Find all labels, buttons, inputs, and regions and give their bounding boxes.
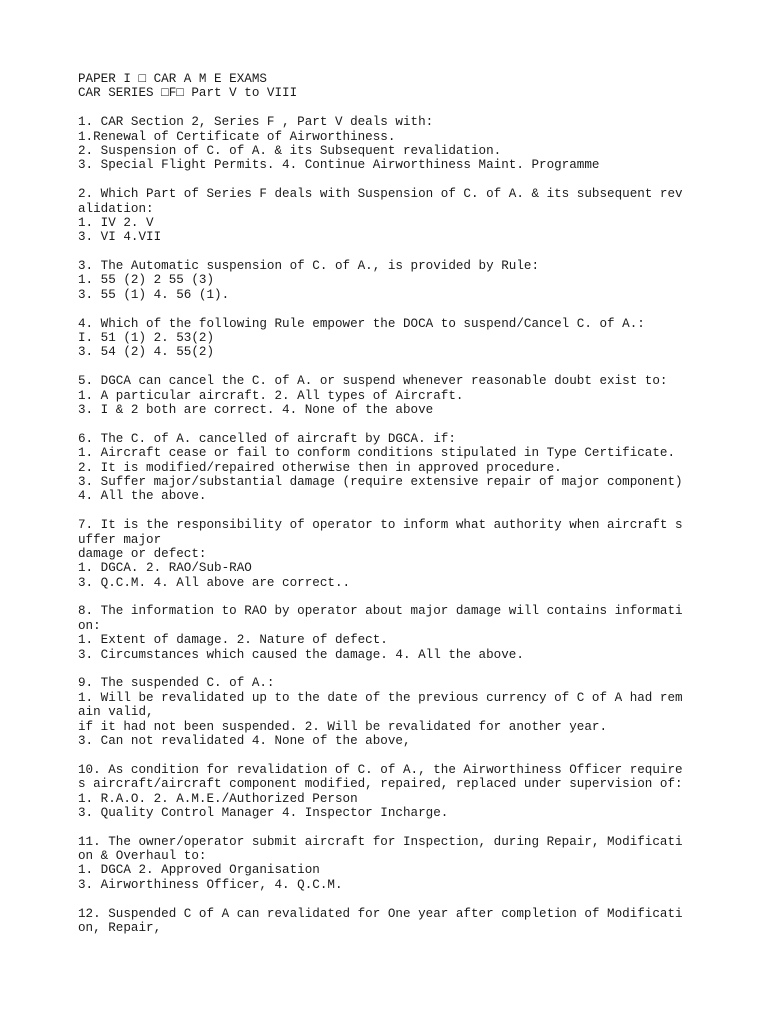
question-line: I. 51 (1) 2. 53(2) xyxy=(78,331,215,346)
question-block xyxy=(78,604,758,662)
spacer xyxy=(78,173,758,187)
question-line: 3. Q.C.M. 4. All above are correct.. xyxy=(78,575,351,590)
question-line: 1. DGCA 2. Approved Organisation xyxy=(78,863,320,878)
question-line: 3. I & 2 both are correct. 4. None of the above xyxy=(78,402,434,417)
question-line: 3. Airworthiness Officer, 4. Q.C.M. xyxy=(78,877,343,892)
question-line: ain valid, xyxy=(78,705,154,720)
question-block xyxy=(78,763,758,821)
question-line: 3. Can not revalidated 4. None of the above, xyxy=(78,733,411,748)
question-line: 1. Will be revalidated up to the date of the previous currency of C of A had rem xyxy=(78,690,683,705)
question-line: 3. Circumstances which caused the damage. 4. All the above. xyxy=(78,647,524,662)
spacer xyxy=(78,590,758,604)
question-text: 9. The suspended C. of A.: xyxy=(78,676,275,691)
question-line: 3. Special Flight Permits. 4. Continue Airworthiness Maint. Programme xyxy=(78,158,600,173)
document-subtitle: CAR SERIES □F□ Part V to VIII xyxy=(78,86,298,101)
spacer xyxy=(78,892,758,906)
question-line: s aircraft/aircraft component modified, repaired, replaced under supervision of: xyxy=(78,777,683,792)
question-text: 7. It is the responsibility of operator to inform what authority when aircraft s xyxy=(78,518,683,533)
question-text: 12. Suspended C of A can revalidated for One year after completion of Modificati xyxy=(78,906,683,921)
question-line: 1. A particular aircraft. 2. All types of Aircraft. xyxy=(78,388,464,403)
question-text: 6. The C. of A. cancelled of aircraft by DGCA. if: xyxy=(78,431,456,446)
question-line: 1. 55 (2) 2 55 (3) xyxy=(78,273,215,288)
question-block xyxy=(78,187,758,245)
question-block xyxy=(78,115,758,173)
question-list xyxy=(78,115,758,935)
question-block xyxy=(78,259,758,302)
question-line: 1.Renewal of Certificate of Airworthiness. xyxy=(78,129,396,144)
question-line: 4. All the above. xyxy=(78,489,207,504)
question-block xyxy=(78,317,758,360)
question-text: 4. Which of the following Rule empower the DOCA to suspend/Cancel C. of A.: xyxy=(78,316,645,331)
question-line: 3. 54 (2) 4. 55(2) xyxy=(78,345,215,360)
question-line: alidation: xyxy=(78,201,154,216)
question-text: 1. CAR Section 2, Series F , Part V deals with: xyxy=(78,115,434,130)
question-line: 3. Quality Control Manager 4. Inspector Incharge. xyxy=(78,805,449,820)
question-line: uffer major xyxy=(78,532,162,547)
question-line: if it had not been suspended. 2. Will be revalidated for another year. xyxy=(78,719,608,734)
question-line: on: xyxy=(78,618,101,633)
question-text: 2. Which Part of Series F deals with Suspension of C. of A. & its subsequent rev xyxy=(78,187,683,202)
spacer xyxy=(78,360,758,374)
question-line: 1. Extent of damage. 2. Nature of defect. xyxy=(78,633,388,648)
spacer xyxy=(78,820,758,834)
spacer xyxy=(78,417,758,431)
question-line: 3. VI 4.VII xyxy=(78,230,162,245)
question-text: 8. The information to RAO by operator about major damage will contains informati xyxy=(78,604,683,619)
spacer xyxy=(78,504,758,518)
question-text: 11. The owner/operator submit aircraft for Inspection, during Repair, Modificati xyxy=(78,834,683,849)
question-line: damage or defect: xyxy=(78,546,207,561)
question-line: 1. IV 2. V xyxy=(78,215,154,230)
spacer xyxy=(78,245,758,259)
question-block xyxy=(78,432,758,504)
question-text: 3. The Automatic suspension of C. of A., is provided by Rule: xyxy=(78,259,540,274)
question-line: 3. Suffer major/substantial damage (require extensive repair of major component) xyxy=(78,474,683,489)
spacer xyxy=(78,302,758,316)
question-line: on & Overhaul to: xyxy=(78,849,207,864)
question-text: 10. As condition for revalidation of C. of A., the Airworthiness Officer require xyxy=(78,762,683,777)
spacer xyxy=(78,748,758,762)
question-block xyxy=(78,676,758,748)
question-block xyxy=(78,374,758,417)
document-page xyxy=(78,72,758,935)
question-line: 1. DGCA. 2. RAO/Sub-RAO xyxy=(78,561,252,576)
spacer xyxy=(78,662,758,676)
question-block xyxy=(78,835,758,893)
question-line: 2. Suspension of C. of A. & its Subsequent revalidation. xyxy=(78,143,502,158)
question-text: 5. DGCA can cancel the C. of A. or suspend whenever reasonable doubt exist to: xyxy=(78,374,668,389)
question-line: on, Repair, xyxy=(78,921,162,936)
question-line: 3. 55 (1) 4. 56 (1). xyxy=(78,287,230,302)
question-line: 1. Aircraft cease or fail to conform conditions stipulated in Type Certificate. xyxy=(78,446,676,461)
spacer xyxy=(78,101,758,115)
question-block xyxy=(78,518,758,590)
document-title: PAPER I □ CAR A M E EXAMS xyxy=(78,72,267,86)
question-block xyxy=(78,907,758,936)
question-line: 2. It is modified/repaired otherwise then in approved procedure. xyxy=(78,460,562,475)
question-line: 1. R.A.O. 2. A.M.E./Authorized Person xyxy=(78,791,358,806)
